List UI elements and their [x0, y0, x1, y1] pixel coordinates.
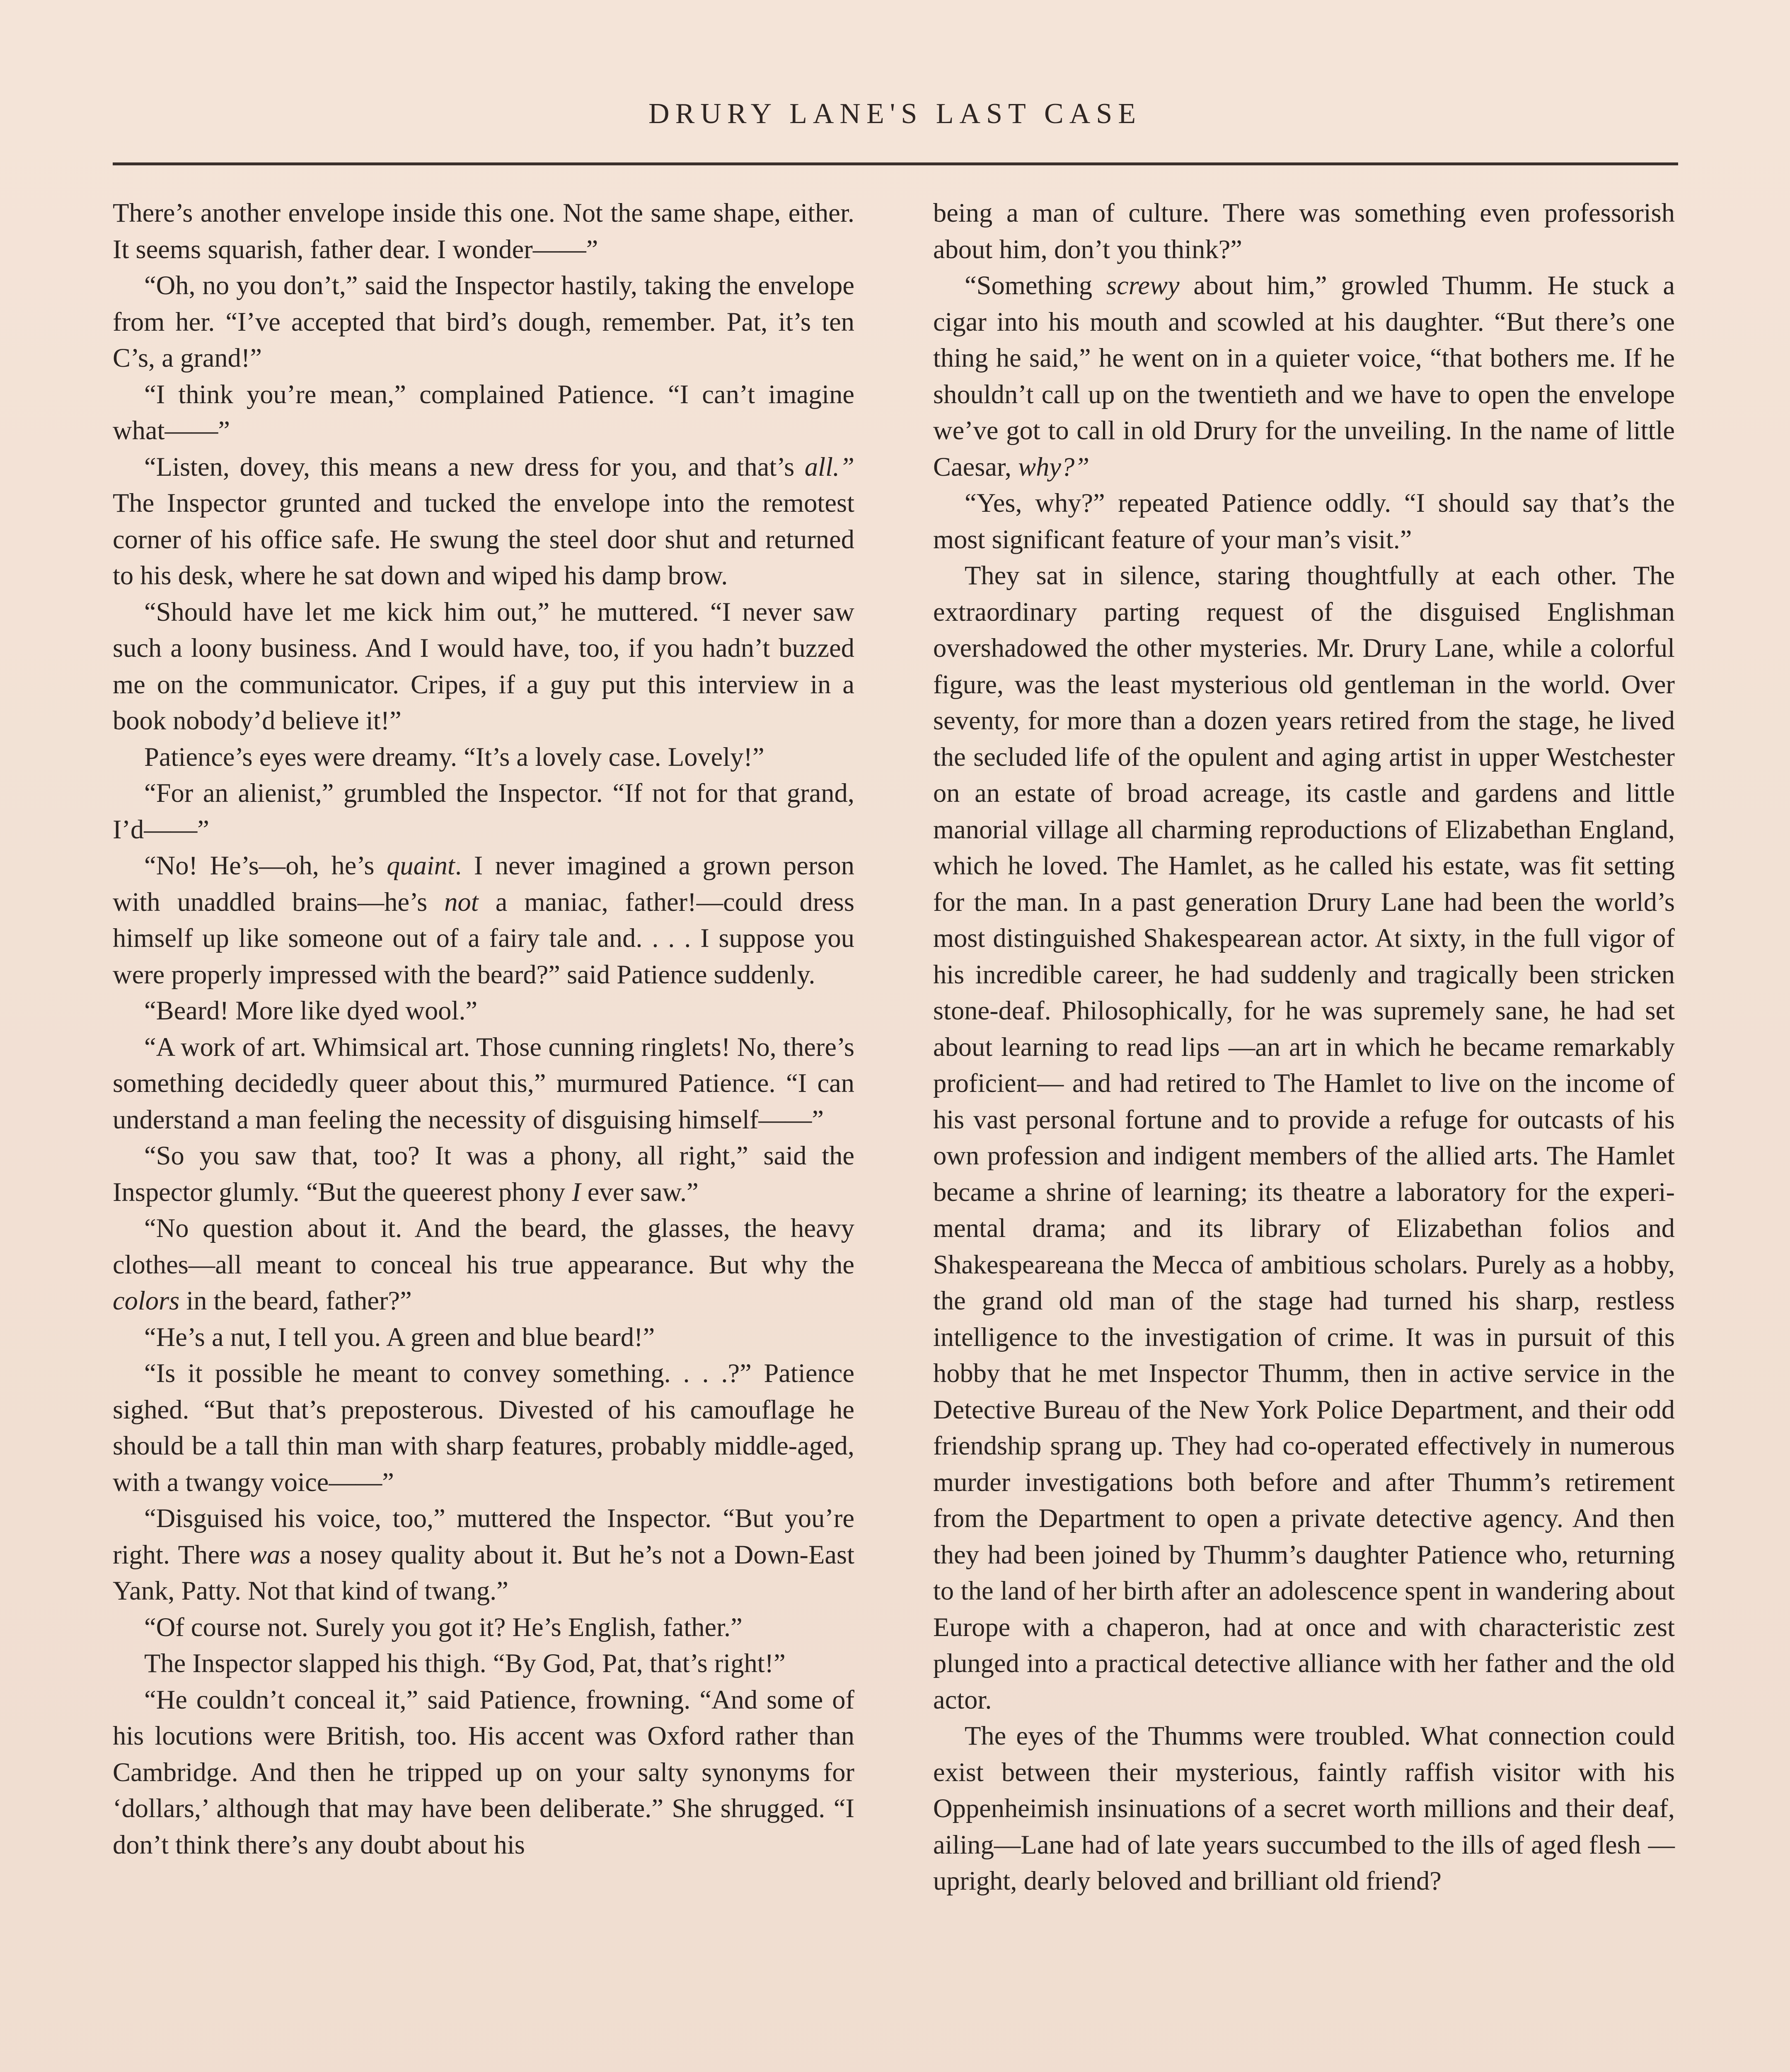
paragraph: “Of course not. Surely you got it? He’s English, father.” — [144, 1612, 743, 1642]
paragraph: “For an alienist,” grumbled the Inspector. “If not for that grand, I’d——” — [113, 778, 854, 844]
left-text-column — [113, 195, 854, 1863]
paragraph: Patience’s eyes were dreamy. “It’s a lovely case. Lovely!” — [144, 742, 764, 772]
paragraph: “No! He’s—oh, he’s quaint. I never imagined a grown person with unaddled brains—he’s not a maniac, father!—could dress himself up like someone out of a fairy tale and. . . . I suppose you were properly impressed with the beard?” said Patience suddenly. — [113, 851, 854, 989]
header-rule — [113, 162, 1678, 165]
paragraph: being a man of culture. There was something even professorish about him, don’t you think?” — [933, 198, 1675, 264]
running-head: DRURY LANE'S LAST CASE — [648, 98, 1142, 130]
right-text-column — [933, 195, 1675, 1899]
paragraph: “A work of art. Whimsical art. Those cunning ringlets! No, there’s something decidedly queer about this,” murmured Patience. “I can understand a man feeling the necessity of disguising himself——” — [113, 1032, 854, 1134]
paragraph: “So you saw that, too? It was a phony, all right,” said the Inspector glumly. “But the queerest phony I ever saw.” — [113, 1141, 854, 1207]
paragraph: “Yes, why?” repeated Patience oddly. “I should say that’s the most significant feature of your man’s visit.” — [933, 488, 1675, 554]
paragraph: “He couldn’t conceal it,” said Patience, frowning. “And some of his locutions were British, too. His accent was Oxford rather than Cambridge. And then he tripped up on your salty synonyms for ‘dollars,’ although that may have been deliberate.” She shrugged. “I don’t think there’s any doubt about his — [113, 1685, 854, 1859]
paragraph: “I think you’re mean,” complained Patience. “I can’t imagine what——” — [113, 379, 854, 445]
paragraph: The eyes of the Thumms were troubled. What connection could exist between their mysterious, faintly raffish visitor with his Oppenheimish insinuations of a secret worth millions and their deaf, ailing—Lane had of late years succumbed to the ills of aged flesh —upright, dearly beloved and brilliant old friend? — [933, 1721, 1675, 1895]
paragraph: “No question about it. And the beard, the glasses, the heavy clothes—all meant to conceal his true appearance. But why the colors in the beard, father?” — [113, 1213, 854, 1315]
paragraph: “He’s a nut, I tell you. A green and blue beard!” — [144, 1322, 655, 1352]
paragraph: “Disguised his voice, too,” muttered the Inspector. “But you’re right. There was a nosey quality about it. But he’s not a Down-East Yank, Patty. Not that kind of twang.” — [113, 1503, 854, 1605]
paragraph: “Something screwy about him,” growled Thumm. He stuck a cigar into his mouth and scowled at his daughter. “But there’s one thing he said,” he went on in a quieter voice, “that bothers me. If he shouldn’t call up on the twentieth and we have to open the envelope we’ve got to call in old Drury for the unveiling. In the name of little Caesar, why?” — [933, 271, 1675, 482]
paragraph: The Inspector slapped his thigh. “By God, Pat, that’s right!” — [144, 1648, 786, 1678]
paragraph: “Listen, dovey, this means a new dress for you, and that’s all.” The Inspector grunted and tucked the envelope into the remotest corner of his office safe. He swung the steel door shut and returned to his desk, where he sat down and wiped his damp brow. — [113, 452, 854, 590]
paragraph: “Is it possible he meant to convey something. . . .?” Patience sighed. “But that’s preposterous. Divested of his camouflage he should be a tall thin man with sharp features, probably middle-aged, with a twangy voice——” — [113, 1358, 854, 1497]
paragraph: “Should have let me kick him out,” he muttered. “I never saw such a loony business. And I would have, too, if you hadn’t buzzed me on the communicator. Cripes, if a guy put this interview in a book nobody’d believe it!” — [113, 597, 854, 735]
paragraph: “Beard! More like dyed wool.” — [144, 996, 478, 1025]
paragraph: They sat in silence, staring thoughtfully at each other. The extraordinary parting request of the disguised Englishman overshadowed the other mysteries. Mr. Drury Lane, while a colorful figure, was the least mysterious old gentleman in the world. Over seventy, for more than a dozen years retired from the stage, he lived the secluded life of the opulent and aging artist in upper Westchester on an estate of broad acreage, its castle and gardens and little manorial village all charming reproductions of Elizabethan England, which he loved. The Hamlet, as he called his estate, was fit setting for the man. In a past generation Drury Lane had been the world’s most distinguished Shakespearean actor. At sixty, in the full vigor of his incredible career, he had suddenly and tragically been stricken stone-deaf. Philosophically, for he was supremely sane, he had set about learning to read lips —an art in which he became remarkably proficient— and had retired to The Hamlet to live on the income of his vast personal fortune and to provide a refuge for outcasts of his own profession and indigent members of the allied arts. The Hamlet became a shrine of learning; its theatre a laboratory for the experimental drama; and its library of Elizabethan folios and Shakespeareana the Mecca of ambitious scholars. Purely as a hobby, the grand old man of the stage had turned his sharp, restless intelligence to the investigation of crime. It was in pursuit of this hobby that he met Inspector Thumm, then in active service in the Detective Bureau of the New York Police Department, and their odd friendship sprang up. They had co-operated effectively in numerous murder investigations both before and after Thumm’s retirement from the Department to open a private detective agency. And then they had been joined by Thumm’s daughter Patience who, returning to the land of her birth after an adolescence spent in wandering about Europe with a chaperon, had at once and with characteristic zest plunged into a practical detective alliance with her father and the old actor. — [933, 561, 1675, 1714]
paragraph: There’s another envelope inside this one. Not the same shape, either. It seems squarish, father dear. I wonder——” — [113, 198, 854, 264]
paragraph: “Oh, no you don’t,” said the Inspector hastily, taking the envelope from her. “I’ve accepted that bird’s dough, remember. Pat, it’s ten C’s, a grand!” — [113, 271, 854, 373]
